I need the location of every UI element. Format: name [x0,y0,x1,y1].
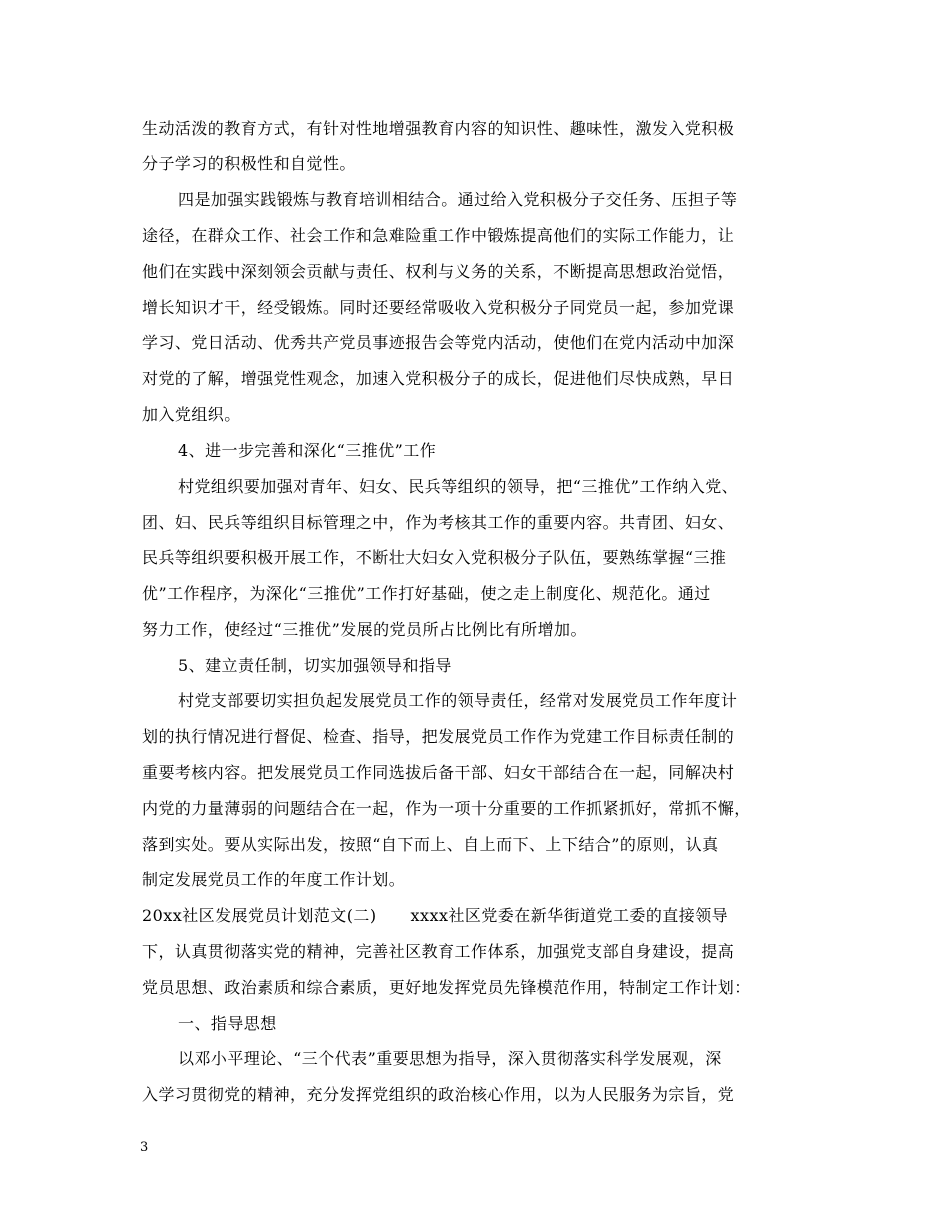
document-title: 20xx社区发展党员计划范文(二) [142,906,377,925]
paragraph-line: 落到实处。要从实际出发，按照“自下而上、自上而下、上下结合”的原则，认真 [142,835,719,854]
paragraph-line: 重要考核内容。把发展党员工作同选拔后备干部、妇女干部结合在一起，同解决村 [142,763,735,782]
paragraph-line: 党员思想、政治素质和综合素质，更好地发挥党员先锋模范作用，特制定工作计划： [142,978,751,997]
paragraph-line: 他们在实践中深刻领会贡献与责任、权利与义务的关系，不断提高思想政治觉悟， [142,262,735,281]
paragraph-line: 加入党组织。 [142,405,241,424]
section-heading: 5、建立责任制，切实加强领导和指导 [178,656,452,675]
page-number: 3 [140,1140,149,1155]
paragraph-line: 优”工作程序，为深化“三推优”工作打好基础，使之走上制度化、规范化。通过 [142,584,711,603]
paragraph-line: 村党支部要切实担负起发展党员工作的领导责任，经常对发展党员工作年度计 [178,691,738,710]
paragraph-line: 分子学习的积极性和自觉性。 [142,154,356,173]
paragraph-line: 团、妇、民兵等组织目标管理之中，作为考核其工作的重要内容。共青团、妇女、 [142,513,735,532]
document-title-line [142,906,832,926]
paragraph-line: 以邓小平理论、“三个代表”重要思想为指导，深入贯彻落实科学发展观，深 [178,1049,722,1068]
paragraph-line: 民兵等组织要积极开展工作，不断壮大妇女入党积极分子队伍，要熟练掌握“三推 [142,548,727,567]
paragraph-line: 制定发展党员工作的年度工作计划。 [142,870,406,889]
paragraph-line: 生动活泼的教育方式，有针对性地增强教育内容的知识性、趣味性，激发入党积极 [142,119,735,138]
paragraph-line: 入学习贯彻党的精神，充分发挥党组织的政治核心作用，以为人民服务为宗旨，党 [142,1085,735,1104]
paragraph-line: 学习、党日活动、优秀共产党员事迹报告会等党内活动，使他们在党内活动中加深 [142,333,735,352]
paragraph-line: 村党组织要加强对青年、妇女、民兵等组织的领导，把“三推优”工作纳入党、 [178,477,739,496]
paragraph-line: 努力工作，使经过“三推优”发展的党员所占比例比有所增加。 [142,620,587,639]
paragraph-line: 增长知识才干，经受锻炼。同时还要经常吸收入党积极分子同党员一起，参加党课 [142,298,735,317]
paragraph-line: 划的执行情况进行督促、检查、指导，把发展党员工作作为党建工作目标责任制的 [142,727,735,746]
paragraph-line: 途径，在群众工作、社会工作和急难险重工作中锻炼提高他们的实际工作能力，让 [142,226,735,245]
paragraph-line: 四是加强实践锻炼与教育培训相结合。通过给入党积极分子交任务、压担子等 [178,190,738,209]
paragraph-line: 对党的了解，增强党性观念，加速入党积极分子的成长，促进他们尽快成熟，早日 [142,369,735,388]
section-heading: 一、指导思想 [178,1014,277,1033]
paragraph-line: 下，认真贯彻落实党的精神，完善社区教育工作体系，加强党支部自身建设，提高 [142,942,735,961]
section-heading: 4、进一步完善和深化“三推优”工作 [178,441,437,460]
paragraph-lead: xxxx社区党委在新华街道党工委的直接领导 [410,906,729,925]
paragraph-line: 内党的力量薄弱的问题结合在一起，作为一项十分重要的工作抓紧抓好，常抓不懈， [142,799,751,818]
